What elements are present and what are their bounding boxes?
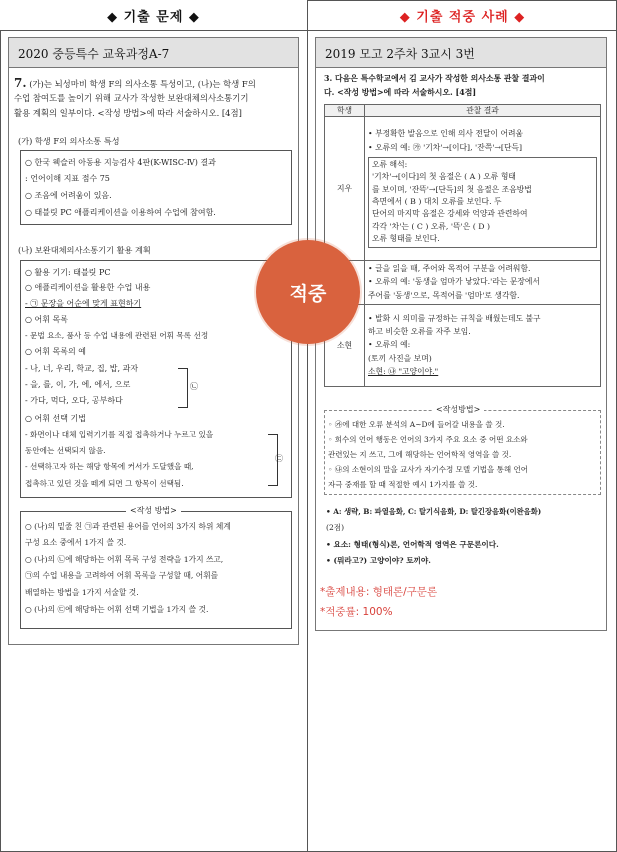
err-line: 단어의 마지막 음절은 강세와 억양과 관련하여 [372,209,528,219]
jiu-line: • 부정확한 발음으로 인해 의사 전달이 어려움 [368,129,524,139]
right-column-header: ◆ 기출 적중 사례 ◆ [308,0,617,31]
na-item: - 나, 너, 우리, 학교, 집, 밥, 과자 [25,364,139,373]
answer-line: • 요소: 형태(형식)론, 언어학적 영역은 구문론이다. [326,540,499,549]
q-line: 다. <작성 방법>에 따라 서술하시오. [4점] [324,88,477,97]
heesu-result [365,261,601,305]
question-number: 7. [14,76,27,90]
method-item: ○ (나)의 ㉢에 해당하는 어휘 선택 기법을 1가지 쓸 것. [25,605,209,614]
na-item: ○ 활용 기기: 태블릿 PC [25,268,111,277]
method-item: 관련있는 지 쓰고, 그에 해당하는 언어학적 영역을 쓸 것. [328,450,512,459]
section-ga-title: (가) 학생 F의 의사소통 특성 [18,136,120,146]
method-item: 구성 요소 중에서 1가지 쓸 것. [25,538,127,547]
err-line: 오류 해석: [372,159,408,169]
method-item: ○ (나)의 ㉡에 해당하는 어휘 목록 구성 전략을 1가지 쓰고, [25,555,224,564]
method-item: ㉠의 수업 내용을 고려하여 어휘 목록을 구성할 때, 어휘를 [25,571,219,580]
summary-topic: *출제내용: 형태론/구문론 [320,586,438,598]
left-column-header: ◆ 기출 문제 ◆ [0,0,307,31]
ga-item: : 언어이해 지표 점수 75 [25,174,110,183]
observation-table [324,104,601,387]
na-item: - 화면이나 대체 입력기기를 직접 접촉하거나 누르고 있을 [25,430,214,439]
error-analysis-box [368,157,597,248]
err-line: 측면에서 ( B ) 대치 오류를 보인다. 두 [372,197,502,206]
answer-line: • A: 생략, B: 파열음화, C: 탈기식음화, D: 탈긴장음화(이완음화) [326,507,542,516]
err-line: 각각 '차'는 ( C ) 오류, '뜩'은 ( D ) [372,221,490,231]
right-question-stem [324,72,604,100]
left-panel-title: 2020 중등특수 교육과정A-7 [9,38,298,68]
na-item: - 문법 요소, 품사 등 수업 내용에 관련된 어휘 목록 선정 [25,331,209,340]
hs-line: • 오류의 예: '동생을 엄마가 낳았다.'라는 문장에서 [368,277,540,287]
na-item: ○ 애플리케이션을 활용한 수업 내용 [25,283,151,292]
err-line: 를 보이며, '잔뜩'→[단득]의 첫 음절은 조음방법 [372,184,532,194]
ga-item: ○ 태블릿 PC 애플리케이션을 이용하여 수업에 참여함. [25,208,216,217]
q-line: (가)는 뇌성마비 학생 F의 의사소통 특성이고, (나)는 학생 F의 [29,79,256,89]
col-header-student: 학생 [325,105,365,117]
sh-line: • 발화 시 의미를 규정하는 규칙을 배웠는데도 불구 [368,313,541,323]
hit-badge: 적중 [256,240,360,344]
answer-line: • (뭐라고?) 고양이야? 토끼야. [326,556,431,565]
na-item: ○ 어휘 목록 [25,315,68,324]
answer-line: (2점) [326,523,345,532]
marker-c: ㉢ [275,454,283,463]
na-item: 동안에는 선택되지 않음. [25,446,106,455]
col-header-result: 관찰 결과 [365,105,601,117]
left-method-title: <작성 방법> [126,505,181,516]
ga-item: ○ 한국 웩슬러 아동용 지능검사 4판(K-WISC-Ⅳ) 결과 [25,158,216,167]
hs-line: 주어를 '동생'으로, 목적어를 '엄마'로 생각함. [368,290,520,300]
marker-b: ㉡ [190,382,198,391]
na-item: - 가다, 먹다, 오다, 공부하다 [25,396,123,405]
sh-line: (토끼 사진을 보며) [368,353,432,363]
sohyun-result [365,305,601,387]
section-na-title: (나) 보완대체의사소통기기 활용 계획 [18,245,151,255]
jiu-line: • 오류의 예: ㉮ '기차'→[이다], '잔쯕'→[단득] [368,142,523,152]
na-item: ○ 어휘 선택 기법 [25,414,86,423]
sh-line: 소현: ㉯ "고양이야." [368,366,439,376]
bracket-b [178,368,188,408]
q-line: 3. 다음은 특수학교에서 김 교사가 작성한 의사소통 관찰 결과이 [324,74,545,83]
right-method-title: <작성방법> [432,404,484,415]
jiu-result [365,117,601,261]
na-item: ○ 어휘 목록의 예 [25,347,86,356]
q-line: 활용 계획의 일부이다. <작성 방법>에 따라 서술하시오. [4점] [14,107,242,118]
sh-line: • 오류의 예: [368,340,411,350]
student-sohyun: 소현 [325,305,365,387]
method-item: 배열하는 방법을 1가지 서술할 것. [25,588,139,597]
na-item: - 선택하고자 하는 해당 항목에 커서가 도달했을 때, [25,462,194,471]
method-item: ◦ ㉮에 대한 오류 분석의 A~D에 들어갈 내용을 쓸 것. [328,420,505,429]
method-item: ◦ ㉯의 소현이의 말을 교사가 자기수정 모델 기법을 통해 언어 [328,465,529,474]
na-item: - 을, 를, 이, 가, 에, 에서, 으로 [25,380,131,389]
method-item: 자극 중재를 할 때 적절한 예시 1가지를 쓸 것. [328,480,478,489]
err-line: '기차'→[이다]의 첫 음절은 ( A ) 오류 형태 [372,172,516,182]
q-line: 수업 참여도를 높이기 위해 교사가 작성한 보완대체의사소통기기 [14,93,249,104]
sh-line: 하고 비슷한 오류를 자주 보임. [368,327,471,337]
right-panel-title: 2019 모고 2주차 3교시 3번 [316,38,606,68]
summary-hit-rate: *적중률: 100% [320,606,393,618]
na-item: 접촉하고 있던 것을 떼게 되면 그 항목이 선택됨. [25,479,184,488]
hs-line: • 글을 읽을 때, 주어와 목적어 구분을 어려워함. [368,264,531,274]
student-jiu: 지우 [325,117,365,261]
left-question-stem [14,76,300,120]
column-divider [307,0,308,852]
err-line: 오류 형태를 보인다. [372,234,440,244]
na-item: - ㉠ 문장을 어순에 맞게 표현하기 [25,299,142,308]
ga-item: ○ 조음에 어려움이 있음. [25,191,112,200]
method-item: ◦ 희수의 언어 행동은 언어의 3가지 주요 요소 중 어떤 요소와 [328,435,528,444]
method-item: ○ (나)의 밑줄 친 ㉠과 관련된 용어를 언어의 3가지 하위 체계 [25,522,231,531]
